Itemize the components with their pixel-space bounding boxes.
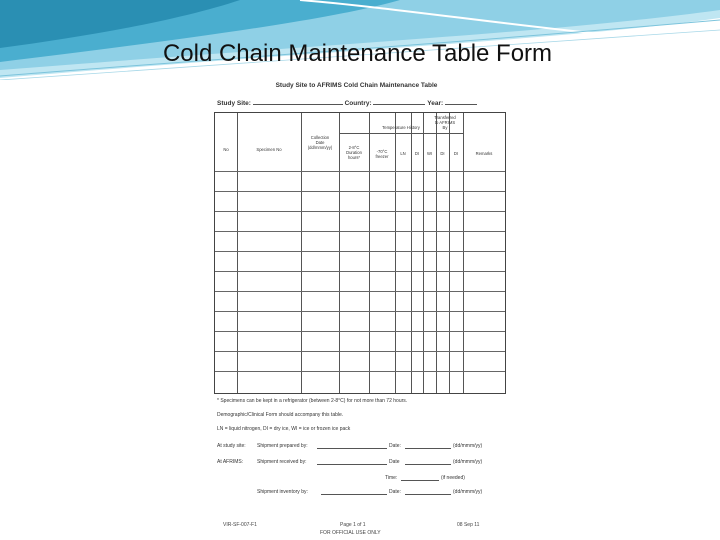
- freezer-line1: -70°C: [376, 149, 388, 154]
- date-format-1: (dd/mmm/yy): [453, 443, 483, 449]
- date-format-3: (dd/mmm/yy): [453, 489, 483, 495]
- date-format-2: (dd/mmm/yy): [453, 459, 483, 465]
- col-di-2: DI: [440, 151, 445, 156]
- shipment-received-by-label: Shipment received by:: [257, 459, 307, 465]
- col-duration-2-8c: [339, 145, 369, 160]
- note-refrigerator: * Specimens can be kept in a refrigerator (between 2-8°C) for not more than 72 hours.: [217, 398, 408, 404]
- shipment-inventory-label: Shipment inventory by:: [257, 489, 308, 495]
- col-ln: LN: [400, 151, 406, 156]
- footer-form-code: VIR-SF-007-F1: [223, 522, 257, 528]
- transferred-line2: to AFRIMS: [434, 120, 456, 126]
- study-site-label: Study Site:: [217, 100, 251, 107]
- at-afrims-label: At AFRIMS:: [217, 459, 244, 465]
- time-note: (if needed): [441, 475, 465, 481]
- slide-title: Cold Chain Maintenance Table Form: [162, 40, 553, 67]
- time-label: Time:: [385, 475, 398, 481]
- date-label-1: Date:: [389, 443, 401, 449]
- scanned-form-sheet: [205, 76, 508, 540]
- col-specimen-no: Specimen No: [256, 147, 282, 152]
- note-legend: LN = liquid nitrogen, DI = dry ice, WI = ice or frozen ice pack: [217, 426, 351, 432]
- collection-date-line2: Date: [315, 140, 325, 146]
- collection-date-line3: (dd/mmm/yy): [307, 145, 333, 151]
- col-collection-date: [301, 135, 339, 150]
- footer-date: 08 Sep 11: [457, 522, 480, 528]
- duration-line3: hours*: [347, 155, 361, 161]
- date-label-2: Date: [389, 459, 400, 465]
- col-temperature-history: Temperature History: [382, 125, 420, 130]
- form-title: Study Site to AFRIMS Cold Chain Maintenance Table: [275, 82, 438, 89]
- form-info-row: [217, 98, 477, 107]
- freezer-line2: freezer: [375, 154, 389, 160]
- footer-official-use: FOR OFFICIAL USE ONLY: [320, 530, 381, 536]
- col-transferred: [415, 115, 475, 130]
- col-di-3: DI: [453, 151, 459, 156]
- transferred-line1: Transferred: [434, 115, 456, 120]
- col-wi: WI: [426, 151, 433, 156]
- transferred-line3: By: [442, 125, 448, 131]
- duration-line2: Duration: [346, 150, 362, 156]
- col-freezer: [369, 149, 395, 159]
- col-di: DI: [414, 151, 420, 156]
- year-label: Year:: [427, 100, 444, 107]
- footer-page-number: Page 1 of 1: [340, 522, 366, 528]
- col-no: No: [223, 147, 229, 152]
- shipment-prepared-by-label: Shipment prepared by:: [257, 443, 308, 449]
- note-demographic: Demographic/Clinical Form should accompany this table.: [217, 412, 344, 418]
- date-label-3: Date:: [389, 489, 401, 495]
- duration-line1: 2-8°C: [348, 145, 360, 150]
- collection-date-line1: Collection: [310, 135, 330, 140]
- cold-chain-table: [214, 112, 506, 394]
- col-remarks: Remarks: [475, 151, 493, 156]
- at-study-site-label: At study site:: [217, 443, 246, 449]
- country-label: Country:: [344, 100, 372, 107]
